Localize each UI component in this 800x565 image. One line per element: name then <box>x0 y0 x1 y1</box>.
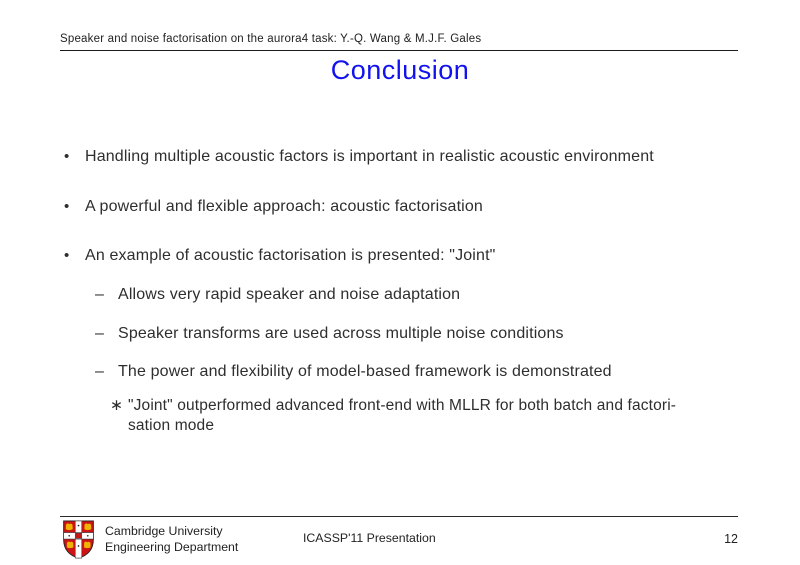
bullet-icon: • <box>64 148 70 165</box>
footer-center-text: ICASSP'11 Presentation <box>303 531 436 545</box>
sub-sub-bullet-line1: "Joint" outperformed advanced front-end with MLLR for both batch and factori- <box>128 397 677 414</box>
org-name-line2: Engineering Department <box>105 539 239 554</box>
bullet-icon: • <box>64 198 70 215</box>
bullet-text: Handling multiple acoustic factors is important in realistic acoustic environment <box>85 148 654 165</box>
page-title: Conclusion <box>330 55 470 85</box>
bullet-text: An example of acoustic factorisation is presented: "Joint" <box>85 247 496 264</box>
dash-icon: – <box>95 286 105 303</box>
header-rule <box>60 29 738 51</box>
sub-sub-bullet-line2: sation mode <box>128 417 215 434</box>
sub-bullet-item <box>95 363 612 381</box>
bullet-item <box>64 247 496 265</box>
sub-bullet-text: The power and flexibility of model-based framework is demonstrated <box>118 363 612 380</box>
sub-bullet-item <box>95 286 460 304</box>
sub-bullet-text: Speaker transforms are used across multiple noise conditions <box>118 325 564 342</box>
org-name-line1: Cambridge University <box>105 524 223 538</box>
bullet-item <box>64 148 654 166</box>
header-title: Speaker and noise factorisation on the aurora4 task: Y.-Q. Wang & M.J.F. Gales <box>60 33 482 45</box>
bullet-text: A powerful and flexible approach: acoustic factorisation <box>85 198 483 215</box>
dash-icon: – <box>95 325 105 342</box>
org-name <box>105 524 238 555</box>
cambridge-crest-logo <box>62 520 95 559</box>
sub-sub-bullet-text <box>128 396 676 436</box>
page-number: 12 <box>724 532 738 546</box>
star-icon: ∗ <box>110 397 124 414</box>
sub-sub-bullet-item <box>110 396 676 436</box>
footer-rule <box>60 516 738 517</box>
bullet-item <box>64 198 483 216</box>
sub-bullet-item <box>95 325 564 343</box>
bullet-icon: • <box>64 247 70 264</box>
sub-bullet-text: Allows very rapid speaker and noise adaptation <box>118 286 461 303</box>
dash-icon: – <box>95 363 105 380</box>
